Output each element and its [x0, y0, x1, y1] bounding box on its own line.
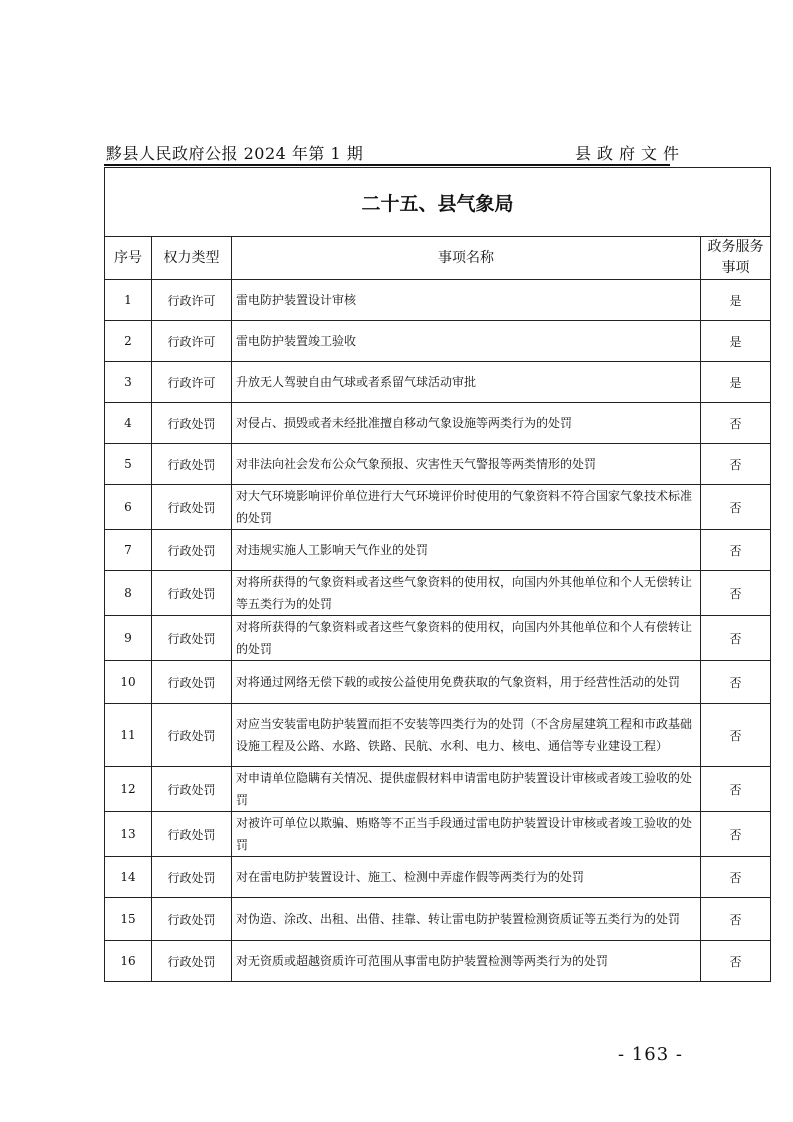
row-gov-service: 否 [701, 857, 771, 898]
row-gov-service: 否 [701, 704, 771, 767]
row-number: 11 [105, 704, 152, 767]
row-item-name: 升放无人驾驶自由气球或者系留气球活动审批 [232, 362, 701, 403]
row-gov-service: 否 [701, 767, 771, 812]
power-list-table [104, 167, 771, 982]
row-power-type: 行政处罚 [152, 941, 232, 982]
row-power-type: 行政处罚 [152, 857, 232, 898]
table-row [105, 661, 771, 704]
table-body [105, 168, 771, 982]
row-item-name: 对无资质或超越资质许可范围从事雷电防护装置检测等两类行为的处罚 [232, 941, 701, 982]
header-publication: 黟县人民政府公报 2024 年第 1 期 [106, 144, 364, 163]
row-gov-service: 否 [701, 403, 771, 444]
table-row [105, 898, 771, 941]
row-number: 3 [105, 362, 152, 403]
row-power-type: 行政处罚 [152, 444, 232, 485]
row-item-name: 对被许可单位以欺骗、贿赂等不正当手段通过雷电防护装置设计审核或者竣工验收的处罚 [232, 812, 701, 857]
table-row [105, 444, 771, 485]
column-header-number: 序号 [105, 237, 152, 280]
row-power-type: 行政处罚 [152, 661, 232, 704]
row-gov-service: 是 [701, 321, 771, 362]
row-item-name: 对将所获得的气象资料或者这些气象资料的使用权，向国内外其他单位和个人有偿转让的处罚 [232, 616, 701, 661]
table-header-row [105, 237, 771, 280]
row-item-name: 对伪造、涂改、出租、出借、挂靠、转让雷电防护装置检测资质证等五类行为的处罚 [232, 898, 701, 941]
row-power-type: 行政许可 [152, 321, 232, 362]
row-gov-service: 否 [701, 941, 771, 982]
row-item-name: 雷电防护装置设计审核 [232, 280, 701, 321]
page-number: - 163 - [618, 1044, 683, 1065]
table-row [105, 485, 771, 530]
row-gov-service: 否 [701, 812, 771, 857]
column-header-gov-service: 政务服务事项 [701, 237, 771, 280]
column-header-power-type: 权力类型 [152, 237, 232, 280]
row-power-type: 行政处罚 [152, 485, 232, 530]
table-row [105, 941, 771, 982]
row-power-type: 行政许可 [152, 362, 232, 403]
table-row [105, 403, 771, 444]
row-item-name: 对应当安装雷电防护装置而拒不安装等四类行为的处罚（不含房屋建筑工程和市政基础设施工程及公路、水路、铁路、民航、水利、电力、核电、通信等专业建设工程） [232, 704, 701, 767]
row-number: 13 [105, 812, 152, 857]
row-number: 1 [105, 280, 152, 321]
row-gov-service: 否 [701, 661, 771, 704]
row-item-name: 对将通过网络无偿下载的或按公益使用免费获取的气象资料，用于经营性活动的处罚 [232, 661, 701, 704]
row-power-type: 行政处罚 [152, 898, 232, 941]
table-row [105, 362, 771, 403]
row-item-name: 对非法向社会发布公众气象预报、灾害性天气警报等两类情形的处罚 [232, 444, 701, 485]
row-number: 6 [105, 485, 152, 530]
row-power-type: 行政处罚 [152, 704, 232, 767]
row-gov-service: 否 [701, 485, 771, 530]
row-item-name: 雷电防护装置竣工验收 [232, 321, 701, 362]
row-power-type: 行政处罚 [152, 530, 232, 571]
row-number: 2 [105, 321, 152, 362]
table-row [105, 530, 771, 571]
row-number: 14 [105, 857, 152, 898]
table-title-row [105, 168, 771, 237]
row-gov-service: 否 [701, 571, 771, 616]
row-gov-service: 是 [701, 362, 771, 403]
row-gov-service: 否 [701, 444, 771, 485]
row-number: 16 [105, 941, 152, 982]
row-gov-service: 是 [701, 280, 771, 321]
table-row [105, 812, 771, 857]
row-item-name: 对大气环境影响评价单位进行大气环境评价时使用的气象资料不符合国家气象技术标准的处罚 [232, 485, 701, 530]
row-number: 4 [105, 403, 152, 444]
row-number: 15 [105, 898, 152, 941]
row-number: 5 [105, 444, 152, 485]
row-gov-service: 否 [701, 530, 771, 571]
table-row [105, 571, 771, 616]
row-power-type: 行政处罚 [152, 812, 232, 857]
row-number: 8 [105, 571, 152, 616]
row-item-name: 对将所获得的气象资料或者这些气象资料的使用权，向国内外其他单位和个人无偿转让等五类行为的处罚 [232, 571, 701, 616]
row-power-type: 行政处罚 [152, 767, 232, 812]
row-item-name: 对在雷电防护装置设计、施工、检测中弄虚作假等两类行为的处罚 [232, 857, 701, 898]
row-power-type: 行政处罚 [152, 616, 232, 661]
table-row [105, 857, 771, 898]
header-rule [104, 164, 670, 166]
table-row [105, 704, 771, 767]
row-power-type: 行政处罚 [152, 571, 232, 616]
row-item-name: 对违规实施人工影响天气作业的处罚 [232, 530, 701, 571]
table-title: 二十五、县气象局 [105, 168, 771, 237]
row-power-type: 行政许可 [152, 280, 232, 321]
row-gov-service: 否 [701, 898, 771, 941]
row-number: 7 [105, 530, 152, 571]
row-number: 12 [105, 767, 152, 812]
row-gov-service: 否 [701, 616, 771, 661]
row-number: 9 [105, 616, 152, 661]
table-row [105, 767, 771, 812]
row-item-name: 对侵占、损毁或者未经批准擅自移动气象设施等两类行为的处罚 [232, 403, 701, 444]
table-row [105, 321, 771, 362]
row-item-name: 对申请单位隐瞒有关情况、提供虚假材料申请雷电防护装置设计审核或者竣工验收的处罚 [232, 767, 701, 812]
column-header-item-name: 事项名称 [232, 237, 701, 280]
table-row [105, 616, 771, 661]
row-number: 10 [105, 661, 152, 704]
row-power-type: 行政处罚 [152, 403, 232, 444]
table-row [105, 280, 771, 321]
header-section: 县政府文件 [575, 144, 686, 163]
